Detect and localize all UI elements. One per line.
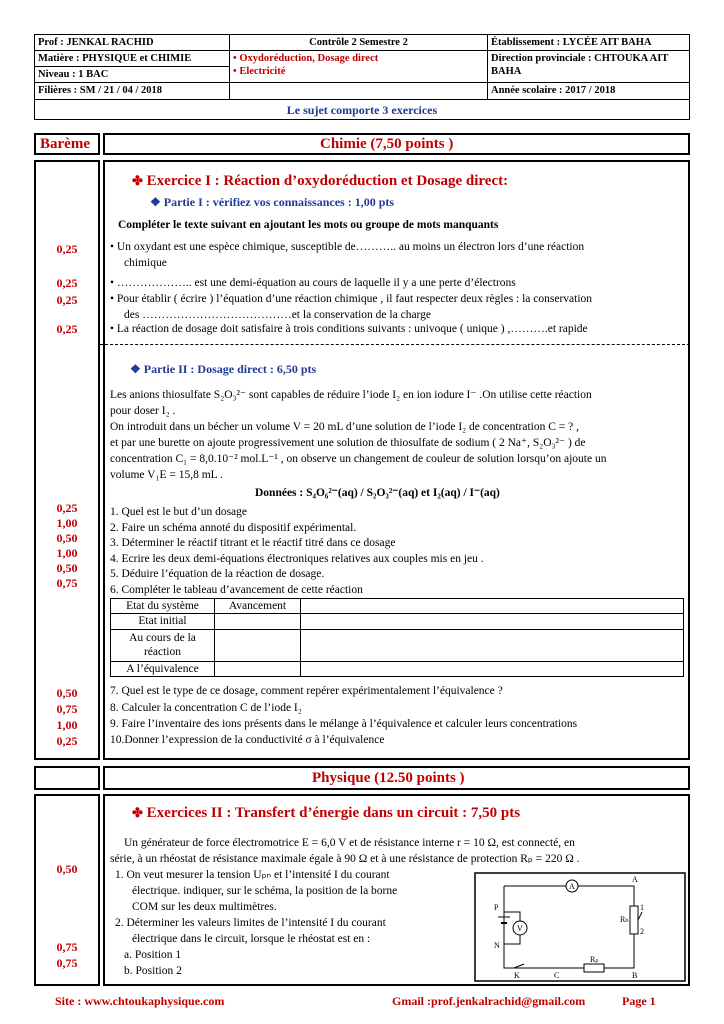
node-p: P <box>494 903 499 912</box>
question: 6. Compléter le tableau d’avancement de cette réaction <box>110 584 363 596</box>
ex1-title: ✤ Exercice I : Réaction d’oxydoréduction et Dosage direct: <box>132 173 509 189</box>
mark: 0,50 <box>56 531 78 545</box>
p2-line: concentration C₁ = 8,0.10⁻² mol.L⁻¹ , on observe un changement de couleur de solution lorsqu’on ajoute un <box>110 453 607 465</box>
chimie-title: Chimie (7,50 points ) <box>320 136 454 152</box>
mark: 0,25 <box>56 293 78 307</box>
header-table <box>34 34 690 100</box>
node-n: N <box>494 941 500 950</box>
divider <box>100 344 690 345</box>
mark: 0,75 <box>56 576 78 590</box>
diamond-icon: ❖ <box>150 195 161 209</box>
mark: 0,25 <box>56 322 78 336</box>
p2-line: volume V₁E = 15,8 mL . <box>110 469 224 481</box>
pin-icon: ✤ <box>132 805 143 820</box>
switch-k: K <box>514 971 520 980</box>
mark: 0,50 <box>56 561 78 575</box>
ex2-title: ✤ Exercices II : Transfert d’énergie dans un circuit : 7,50 pts <box>132 805 521 821</box>
mark: 0,50 <box>56 862 78 876</box>
footer-page: Page 1 <box>622 994 656 1008</box>
table-header: Avancement <box>215 599 301 614</box>
question: électrique. indiquer, sur le schéma, la position de la borne <box>132 885 398 897</box>
mark: 0,75 <box>56 940 78 954</box>
item-1b: chimique <box>124 257 167 269</box>
p2-line: Les anions thiosulfate S₂O₃²⁻ sont capables de réduire l’iode I₂ en ion iodure I⁻ .On utilise cette réaction <box>110 389 592 401</box>
sujet-count: Le sujet comporte 3 exercices <box>34 100 690 120</box>
question: 4. Ecrire les deux demi-équations électroniques relatives aux couples mis en jeu . <box>110 553 484 565</box>
mark: 1,00 <box>56 516 78 530</box>
filieres: Filières : SM / 21 / 04 / 2018 <box>35 83 230 99</box>
mark: 1,00 <box>56 718 78 732</box>
question: 2. Déterminer les valeurs limites de l’intensité I du courant <box>115 917 386 929</box>
voltmeter-label: V <box>517 924 523 933</box>
intro-line: Un générateur de force électromotrice E = 6,0 V et de résistance interne r = 10 Ω, est connecté, en <box>124 837 575 849</box>
question: 5. Déduire l’équation de la réaction de dosage. <box>110 568 325 580</box>
mark: 0,25 <box>56 501 78 515</box>
mark: 0,25 <box>56 276 78 290</box>
annee: Année scolaire : 2017 / 2018 <box>488 83 690 99</box>
mark: 0,50 <box>56 686 78 700</box>
rp-label: Rₚ <box>590 955 599 964</box>
question: 9. Faire l’inventaire des ions présents dans le mélange à l’équivalence et calculer leurs concentrations <box>110 718 578 730</box>
etablissement: Établissement : LYCÉE AIT BAHA <box>488 35 690 51</box>
table-row-label: Etat initial <box>111 614 215 629</box>
node-c: C <box>554 971 560 980</box>
footer-gmail[interactable]: Gmail :prof.jenkalrachid@gmail.com <box>392 994 586 1008</box>
part1-title: ❖ Partie I : vérifiez vos connaissances : 1,00 pts <box>150 195 395 209</box>
controle: Contrôle 2 Semestre 2 <box>230 35 488 51</box>
item-2: • ……………….. est une demi-équation au cours de laquelle il y a une perte d’électrons <box>110 277 516 289</box>
physique-title: Physique (12.50 points ) <box>312 770 465 786</box>
pos-1: 1 <box>640 903 644 912</box>
avancement-table <box>110 598 684 677</box>
mark: 0,75 <box>56 702 78 716</box>
p2-line: pour doser I₂ . <box>110 405 176 417</box>
item-4: • La réaction de dosage doit satisfaire à trois conditions suivants : univoque ( unique ) ,……….et rapide <box>110 323 588 335</box>
question: b. Position 2 <box>124 965 182 977</box>
prof: Prof : JENKAL RACHID <box>35 35 230 51</box>
question: 10.Donner l’expression de la conductivité σ à l’équivalence <box>110 734 385 746</box>
topic2: Electricité <box>239 66 286 78</box>
table-header: Etat du système <box>111 599 215 614</box>
question: électrique dans le circuit, lorsque le rhéostat est en : <box>132 933 371 945</box>
header <box>34 34 690 120</box>
node-a: A <box>632 875 638 884</box>
item-1: • Un oxydant est une espèce chimique, susceptible de……….. au moins un électron lors d’une réaction <box>110 241 585 253</box>
part2-title: ❖ Partie II : Dosage direct : 6,50 pts <box>130 362 317 376</box>
question: 1. Quel est le but d’un dosage <box>110 506 248 518</box>
intro-line: série, à un rhéostat de résistance maximale égale à 90 Ω et à une résistance de protection Rₚ = 220 Ω . <box>110 853 580 865</box>
p2-line: et par une burette on ajoute progressivement une solution de thiosulfate de sodium ( 2 Na⁺, S₂O₃²⁻ ) de <box>110 437 586 449</box>
rheostat-label: Rₕ <box>620 915 629 924</box>
direction: Direction provinciale : CHTOUKA AIT BAHA <box>488 51 690 83</box>
footer-site[interactable]: Site : www.chtoukaphysique.com <box>55 994 225 1008</box>
question: COM sur les deux multimètres. <box>132 901 277 913</box>
bareme-label: Barème <box>40 136 90 152</box>
diamond-icon: ❖ <box>130 362 141 376</box>
pin-icon: ✤ <box>132 173 143 188</box>
question: a. Position 1 <box>124 949 182 961</box>
topic1: Oxydoréduction, Dosage direct <box>239 53 379 65</box>
p2-line: On introduit dans un bécher un volume V = 20 mL d’une solution de l’iode I₂ de concentration C = ? , <box>110 421 580 433</box>
instruction: Compléter le texte suivant en ajoutant les mots ou groupe de mots manquants <box>118 219 499 231</box>
table-row-label: Au cours de la réaction <box>111 629 215 661</box>
question: 1. On veut mesurer la tension Uₚₙ et l’intensité I du courant <box>115 869 390 881</box>
matiere: Matière : PHYSIQUE et CHIMIE <box>35 51 230 67</box>
question: 2. Faire un schéma annoté du dispositif expérimental. <box>110 522 357 534</box>
mark: 0,25 <box>56 242 78 256</box>
topics: • Oxydoréduction, Dosage direct • Electricité <box>230 51 488 83</box>
pos-2: 2 <box>640 927 644 936</box>
mark: 0,75 <box>56 956 78 970</box>
donnees: Données : S₄O₆²⁻(aq) / S₂O₃²⁻(aq) et I₂(aq) / I⁻(aq) <box>255 487 500 499</box>
circuit-diagram <box>474 872 686 982</box>
mark: 0,25 <box>56 734 78 748</box>
mark: 1,00 <box>56 546 78 560</box>
table-row-label: A l’équivalence <box>111 661 215 676</box>
item-3b: des …………………………………et la conservation de la charge <box>124 309 432 321</box>
question: 8. Calculer la concentration C de l’iode I₂ <box>110 702 302 714</box>
node-b: B <box>632 971 638 980</box>
question: 7. Quel est le type de ce dosage, comment repérer expérimentalement l’équivalence ? <box>110 685 503 697</box>
ammeter-label: A <box>569 882 575 891</box>
question: 3. Déterminer le réactif titrant et le réactif titré dans ce dosage <box>110 537 396 549</box>
niveau: Niveau : 1 BAC <box>35 67 230 83</box>
item-3: • Pour établir ( écrire ) l’équation d’une réaction chimique , il faut respecter deux règles : la conservation <box>110 293 593 305</box>
